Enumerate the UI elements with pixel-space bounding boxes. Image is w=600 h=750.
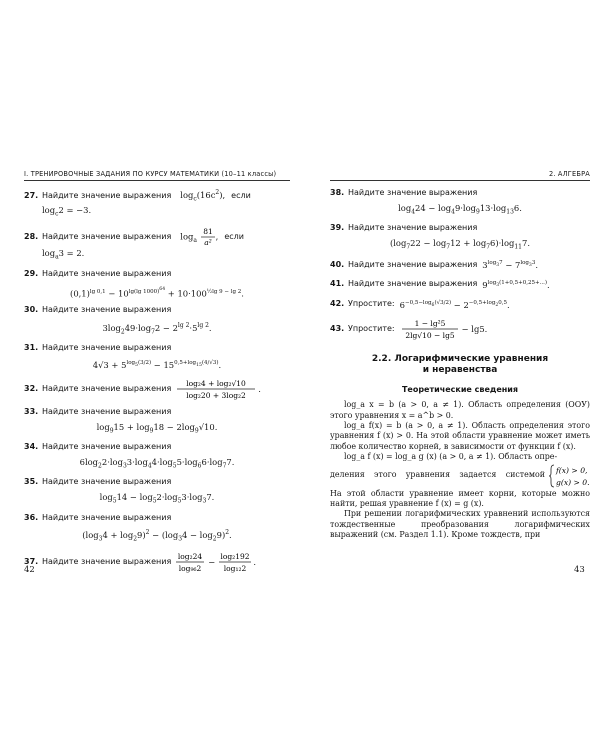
- problem-number: 27.: [24, 191, 39, 201]
- problem-30: [24, 305, 290, 337]
- fraction-formula-43: [400, 317, 460, 341]
- problem-29: [24, 269, 290, 299]
- svg-text:81: 81: [202, 227, 213, 237]
- problem-formula: $\log_c(16c^2)$,: [180, 189, 226, 203]
- running-head-right: 2. АЛГЕБРА: [330, 170, 590, 181]
- right-page: [330, 170, 590, 541]
- problem-41: [330, 278, 590, 292]
- svg-text:a²: a²: [203, 238, 212, 248]
- section-title: [330, 354, 590, 376]
- page-number-left: 42: [24, 565, 35, 575]
- theory-paragraph-3: log_a f (x) = log_a g (x) (a > 0, a ≠ 1). Область опре-: [344, 452, 558, 462]
- svg-text:log₂4 + log₂√10: log₂4 + log₂√10: [186, 379, 247, 388]
- page-number-right: 43: [574, 565, 585, 575]
- section-title-line-1: 2.2. Логарифмические уравнения: [371, 354, 549, 365]
- formula-tail: − lg5.: [461, 323, 488, 334]
- problem-formula: $\log_514 - \log_52\cdot\log_53\cdot\log_37$.: [99, 491, 215, 505]
- problem-number: 28.: [24, 231, 39, 241]
- problem-number: 30.: [24, 305, 39, 315]
- problem-text: Найдите значение выражения: [42, 269, 172, 279]
- section-title-line-2: и неравенства: [422, 365, 498, 376]
- theory-paragraph-3-cont: деления этого уравнения задается системой: [330, 470, 545, 480]
- problem-43: [330, 317, 590, 341]
- problem-number: 29.: [24, 269, 39, 279]
- running-head-left: I. ТРЕНИРОВОЧНЫЕ ЗАДАНИЯ ПО КУРСУ МАТЕМАТИКИ (10–11 классы): [24, 170, 290, 181]
- problem-text: Найдите значение выражения: [348, 279, 478, 289]
- problem-condition: $\log_c2 = -3$.: [42, 204, 92, 218]
- svg-text:log₂20 + 3log₂2: log₂20 + 3log₂2: [186, 391, 247, 400]
- problem-37: [24, 550, 290, 574]
- svg-text:2lg√10 − lg5: 2lg√10 − lg5: [404, 331, 455, 341]
- svg-text:log₁₂2: log₁₂2: [224, 564, 247, 574]
- theory-paragraph-5: При решении логарифмических уравнений используются тождественные преобразования логарифмических выражений (см. Раздел 1.1). Кроме тождеств, при: [330, 509, 590, 540]
- problem-formula: $3^{log_37} - 7^{log_33}$.: [482, 260, 539, 271]
- problem-formula: $9^{log_3(1+0,5+0,25+...)}$.: [482, 279, 550, 290]
- svg-text:log₉₆2: log₉₆2: [179, 564, 202, 574]
- problem-number: 32.: [24, 383, 39, 393]
- problem-40: [330, 258, 590, 272]
- problem-condition: $\log_a3 = 2$.: [42, 248, 85, 261]
- period: .: [258, 383, 261, 394]
- problem-text: Найдите значение выражения: [42, 305, 172, 315]
- problem-38: [330, 188, 590, 217]
- problem-32: [24, 377, 290, 401]
- problem-number: 41.: [330, 279, 345, 289]
- problem-text: Найдите значение выражения: [42, 407, 172, 416]
- problem-text: Найдите значение выражения: [42, 477, 172, 487]
- problem-text: Найдите значение выражения: [42, 557, 172, 567]
- fraction-a-formula-37: [175, 550, 205, 574]
- problem-text: Найдите значение выражения: [348, 223, 478, 233]
- problem-text: Упростите:: [348, 299, 395, 309]
- problem-text: Найдите значение выражения: [348, 259, 478, 269]
- problem-tail: если: [224, 231, 244, 241]
- system-condition-2: g(x) > 0.: [556, 477, 590, 487]
- problem-42: [330, 298, 590, 312]
- problem-text: Найдите значение выражения: [42, 191, 172, 201]
- problem-formula: $6^{-0,5-log_6(√3/2)} - 2^{-0,5+log_20,5}$.: [399, 299, 510, 310]
- problem-33: [24, 407, 290, 436]
- problem-text: Найдите значение выражения: [42, 343, 172, 353]
- problem-number: 38.: [330, 188, 345, 197]
- problem-number: 37.: [24, 557, 39, 567]
- problem-34: [24, 442, 290, 471]
- problem-formula: $(\log_34 + \log_29)^2 - (\log_34 - \log_29)^2$.: [82, 529, 232, 543]
- problem-tail: если: [231, 191, 251, 201]
- fraction-81-over-a2: [200, 226, 216, 248]
- left-page: [24, 170, 290, 580]
- problem-text: Упростите:: [348, 323, 395, 333]
- problem-27: [24, 188, 290, 220]
- svg-text:log₂24: log₂24: [178, 552, 203, 562]
- fraction-formula-32: [175, 377, 257, 401]
- problem-number: 31.: [24, 343, 39, 353]
- problem-number: 33.: [24, 407, 39, 416]
- svg-text:1 − lg²5: 1 − lg²5: [414, 319, 446, 329]
- theory-paragraph-2: log_a f(x) = b (a > 0, a ≠ 1). Область определения этого уравнения f (x) > 0. На этой области уравнение может иметь любое количество корней, в зависимости от функции f (x).: [330, 420, 590, 451]
- problem-formula: $4√3 + 5^{log_5(3/2)} - 15^{0,5+log_{15}(4/√3)}$.: [92, 359, 222, 370]
- problem-formula: $(\log_722 - \log_712 + \log_76)\cdot\log_{11}7$.: [389, 237, 530, 251]
- problem-formula: $\log_424 - \log_49\cdot\log_913\cdot\log_{13}6$.: [398, 202, 522, 216]
- problem-formula: $(0,1)^{lg 0,1} - 10^{lg(lg 1000)^{64}} + 10\cdot 100^{\frac{1}{2}lg 9 - lg 2}$.: [70, 286, 244, 299]
- problem-number: 43.: [330, 323, 345, 333]
- system-brace: [548, 463, 590, 489]
- minus-sign: −: [208, 557, 216, 568]
- problem-text: Найдите значение выражения: [42, 383, 172, 393]
- problem-28: [24, 226, 290, 263]
- problem-35: [24, 477, 290, 506]
- problem-formula: $\log_915 + \log_918 - 2\log_9√10$.: [96, 421, 218, 435]
- problem-text: Найдите значение выражения: [42, 442, 172, 452]
- problem-number: 36.: [24, 512, 39, 522]
- problem-31: [24, 343, 290, 371]
- problem-formula: $3\log_249\cdot\log_72 - 2^{lg 2}\cdot 5^{lg 2}$.: [102, 321, 212, 336]
- system-row: [330, 463, 590, 489]
- problem-text: Найдите значение выражения: [42, 231, 172, 241]
- svg-text:log₂192: log₂192: [220, 552, 250, 562]
- fraction-b-formula-37: [218, 550, 252, 574]
- problem-text: Найдите значение выражения: [348, 188, 478, 197]
- theory-paragraph-1: log_a x = b (a > 0, a ≠ 1). Область определения (ООУ) этого уравнения x = a^b > 0.: [330, 400, 590, 420]
- problem-number: 42.: [330, 299, 345, 309]
- problem-formula: $\log_a$ 81 a² ,: [180, 227, 219, 248]
- problem-number: 34.: [24, 442, 39, 452]
- theory-paragraph-4: На этой области уравнение имеет корни, которые можно найти, решая уравнение f (x) = g (x).: [330, 488, 590, 508]
- problem-formula: $6\log_22\cdot\log_33\cdot\log_44\cdot\log_55\cdot\log_66\cdot\log_77$.: [79, 456, 235, 470]
- problem-number: 40.: [330, 259, 345, 269]
- problem-39: [330, 223, 590, 252]
- system-condition-1: f(x) > 0,: [556, 465, 588, 475]
- problem-number: 35.: [24, 477, 39, 487]
- period: .: [253, 557, 256, 568]
- problem-number: 39.: [330, 223, 345, 233]
- problem-36: [24, 513, 290, 545]
- subsection-title: Теоретические сведения: [401, 385, 519, 395]
- problem-text: Найдите значение выражения: [42, 512, 172, 522]
